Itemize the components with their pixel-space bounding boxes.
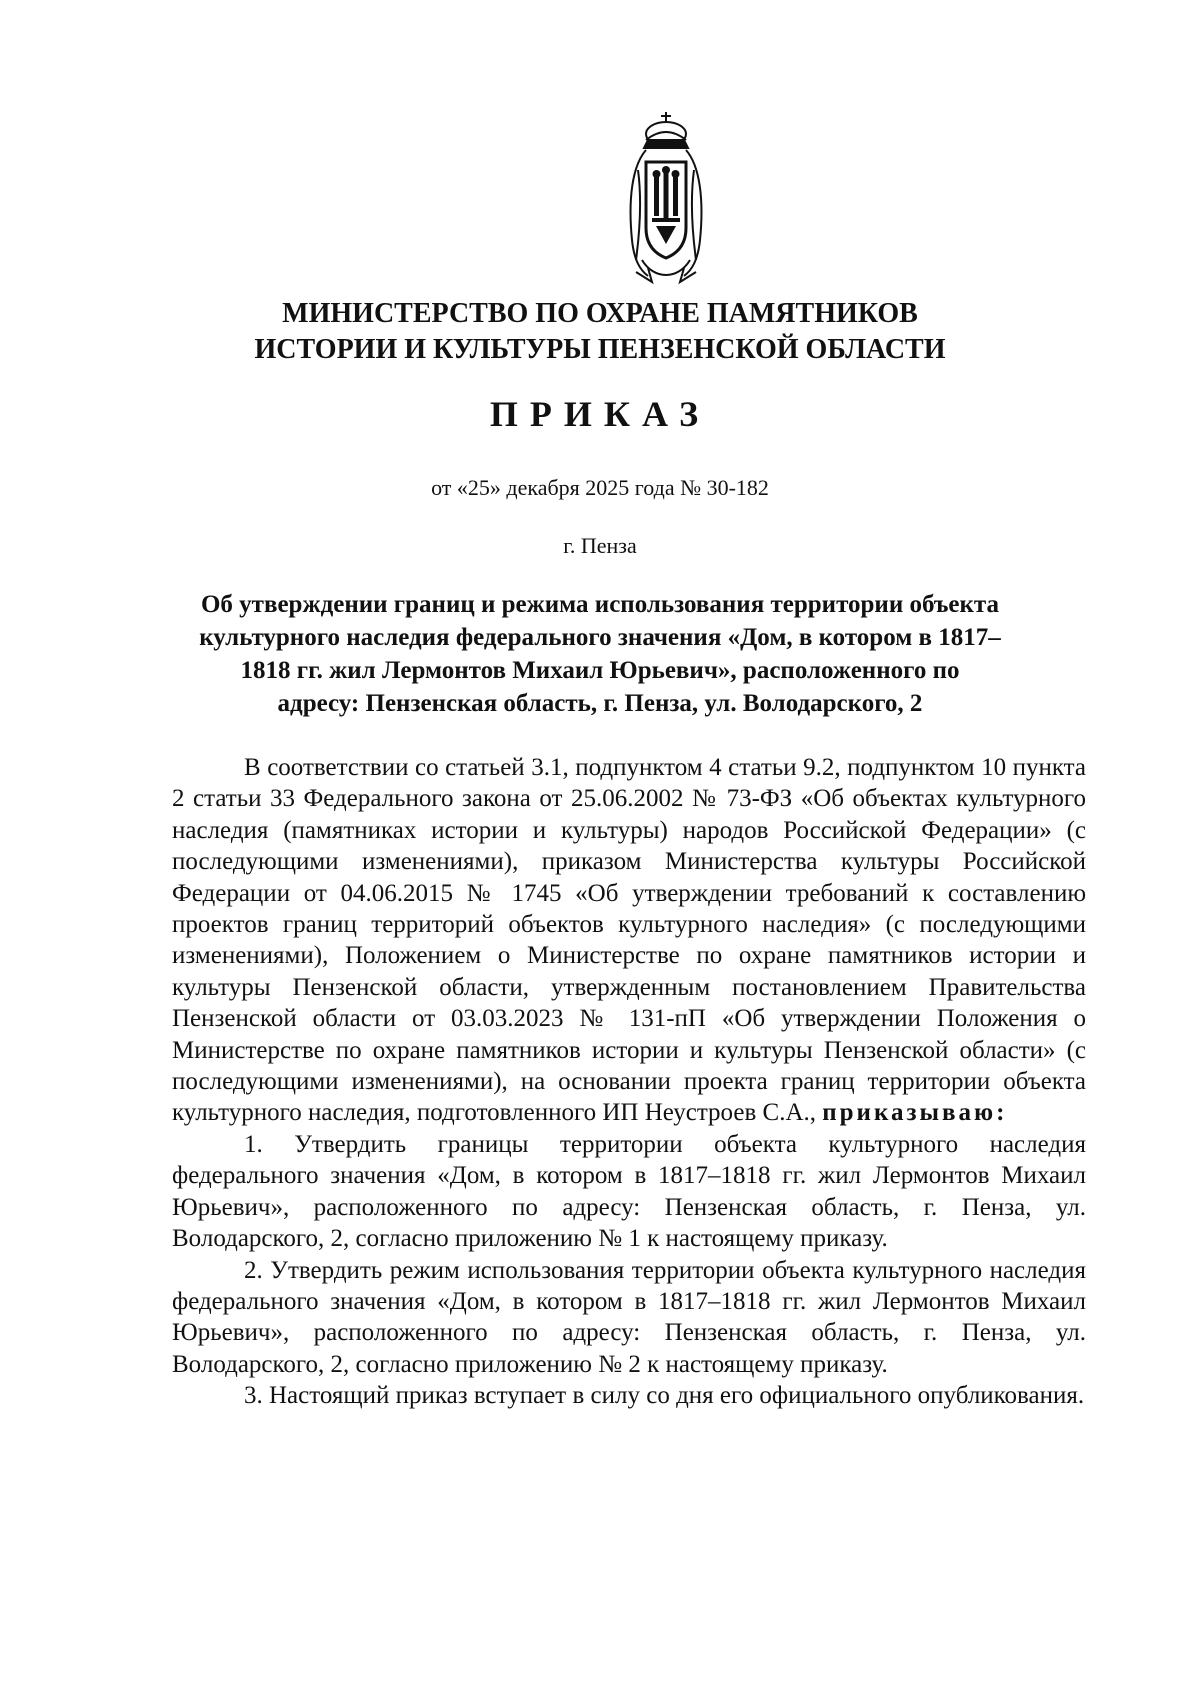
- order-date-number: от «25» декабря 2025 года № 30-182: [431, 475, 769, 500]
- ministry-line-1: МИНИСТЕРСТВО ПО ОХРАНЕ ПАМЯТНИКОВ: [282, 298, 918, 329]
- subject-line-2: культурного наследия федерального значения «Дом, в котором в 1817–: [199, 624, 1001, 651]
- preamble-paragraph: [172, 752, 1086, 1129]
- order-subject: [0, 588, 1200, 720]
- order-word: приказываю:: [822, 1099, 1008, 1127]
- order-body: [172, 752, 1086, 1412]
- order-item-1: 1. Утвердить границы территории объекта культурного наследия федерального значения «Дом, в котором в 1817–1818 гг. жил Лермонтов Михаил Юрьевич», расположенного по адресу: Пензенская область, г. Пенза, ул. Володарского, 2, согласно приложению № 1 к настоящему приказу.: [172, 1130, 1086, 1253]
- coat-of-arms-icon: [618, 110, 714, 286]
- order-item-2: 2. Утвердить режим использования территории объекта культурного наследия федерального значения «Дом, в котором в 1817–1818 гг. жил Лермонтов Михаил Юрьевич», расположенного по адресу: Пензенская область, г. Пенза, ул. Володарского, 2, согласно приложению № 2 к настоящему приказу.: [172, 1256, 1086, 1378]
- preamble-text: В соответствии со статьей 3.1, подпунктом 4 статьи 9.2, подпунктом 10 пункта 2 статьи 33 Федерального закона от 25.06.2002 № 73-ФЗ «Об объектах культурного наследия (памятниках истории и культуры) народов Российской Федерации» (с последующими изменениями), приказом Министерства культуры Российской Федерации от 04.06.2015 № 1745 «Об утверждении требований к составлению проектов границ территорий объектов культурного наследия» (с последующими изменениями), Положением о Министерстве по охране памятников истории и культуры Пензенской области, утвержденным постановлением Правительства Пензенской области от 03.03.2023 № 131-пП «Об утверждении Положения о Министерстве по охране памятников истории и культуры Пензенской области» (с последующими изменениями), на основании проекта границ территории объекта культурного наследия, подготовленного ИП Неустроев С.А.,: [172, 754, 1086, 1127]
- subject-line-1: Об утверждении границ и режима использования территории объекта: [200, 591, 1000, 618]
- ministry-line-2: ИСТОРИИ И КУЛЬТУРЫ ПЕНЗЕНСКОЙ ОБЛАСТИ: [254, 334, 946, 365]
- ministry-name: [0, 296, 1200, 368]
- order-item-3: 3. Настоящий приказ вступает в силу со дня его официального опубликования.: [244, 1382, 1085, 1410]
- subject-line-3: 1818 гг. жил Лермонтов Михаил Юрьевич», расположенного по: [240, 657, 960, 684]
- document-type-title: ПРИКАЗ: [489, 394, 711, 434]
- order-city: г. Пенза: [563, 533, 637, 558]
- subject-line-4: адресу: Пензенская область, г. Пенза, ул. Володарского, 2: [277, 690, 923, 717]
